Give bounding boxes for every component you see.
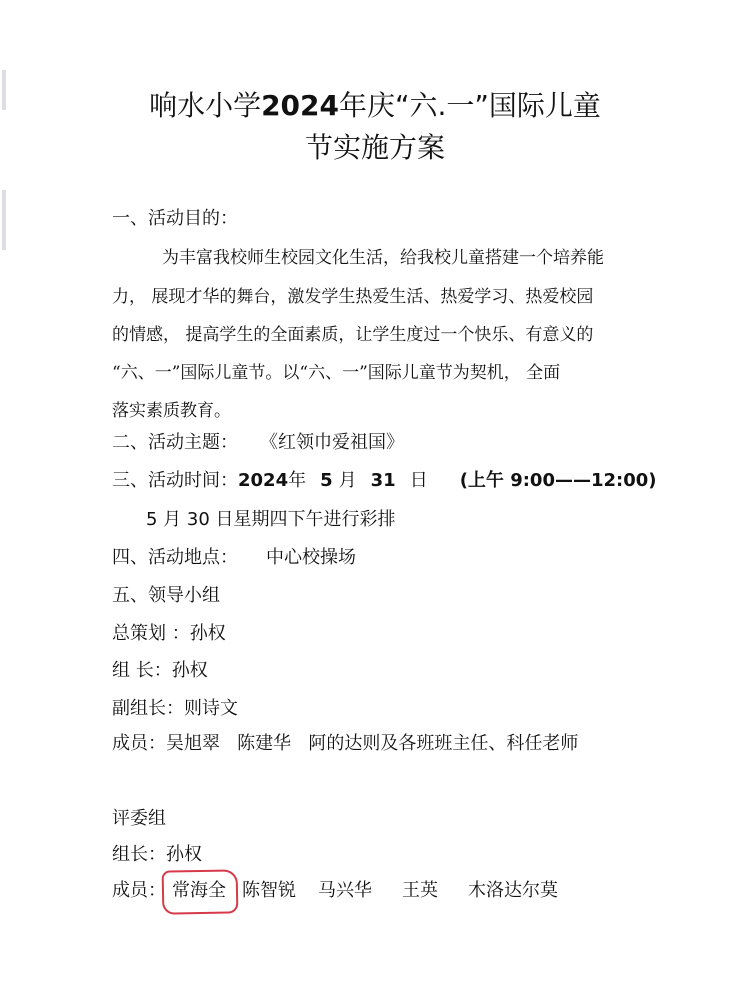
members-line: 成员：吴旭翠 陈建华 阿的达则及各班班主任、科任老师 [112, 733, 579, 754]
section-theme [112, 430, 404, 456]
jury-members-line [112, 876, 558, 906]
vice-leader-line: 副组长：则诗文 [112, 698, 238, 719]
time-day: 31 [370, 470, 396, 491]
purpose-paragraph-line: 为丰富我校师生校园文化生活，给我校儿童搭建一个培养能 [162, 248, 604, 268]
theme-label: 二、活动主题： [112, 432, 238, 453]
location-label: 四、活动地点： [112, 547, 238, 568]
rehearsal-note: 5 月 30 日星期四下午进行彩排 [146, 509, 396, 530]
time-year-unit: 年 [288, 470, 307, 491]
time-label: 三、活动时间： [112, 470, 238, 491]
jury-heading: 评委组 [112, 808, 166, 829]
location-value: 中心校操场 [266, 547, 356, 568]
jury-leader-line: 组长：孙权 [112, 844, 202, 865]
section-time [112, 468, 657, 494]
jury-member: 木洛达尔莫 [468, 880, 558, 901]
purpose-paragraph-line: “六、一”国际儿童节。以“六、一”国际儿童节为契机， 全面 [112, 363, 561, 383]
scan-edge-mark [2, 190, 6, 250]
document-title-line1: 响水小学2024年庆“六.一”国际儿童 [149, 89, 601, 122]
time-day-unit: 日 [409, 470, 428, 491]
section-heading-leadership: 五、领导小组 [112, 585, 220, 606]
time-month-unit: 月 [338, 470, 357, 491]
jury-member: 马兴华 [318, 880, 372, 901]
planner-line: 总策划 ：孙权 [112, 623, 226, 644]
jury-member-circled: 常海全 [166, 876, 232, 906]
purpose-paragraph-line: 力， 展现才华的舞台，激发学生热爱生活、热爱学习、热爱校园 [112, 287, 594, 307]
jury-members-label: 成员： [112, 880, 166, 901]
jury-member: 王英 [402, 880, 438, 901]
purpose-paragraph-line: 落实素质教育。 [112, 401, 231, 421]
purpose-paragraph-line: 的情感， 提高学生的全面素质，让学生度过一个快乐、有意义的 [112, 325, 594, 345]
time-hours: (上午 9:00——12:00) [459, 470, 657, 491]
theme-value: 《红领巾爱祖国》 [260, 432, 404, 453]
jury-member: 陈智锐 [242, 880, 296, 901]
time-year: 2024 [238, 470, 289, 491]
section-heading-purpose: 一、活动目的： [112, 208, 238, 229]
document-title-line2: 节实施方案 [304, 131, 445, 164]
time-month: 5 [320, 470, 333, 491]
leader-line: 组 长：孙权 [112, 660, 208, 681]
section-location [112, 545, 356, 571]
